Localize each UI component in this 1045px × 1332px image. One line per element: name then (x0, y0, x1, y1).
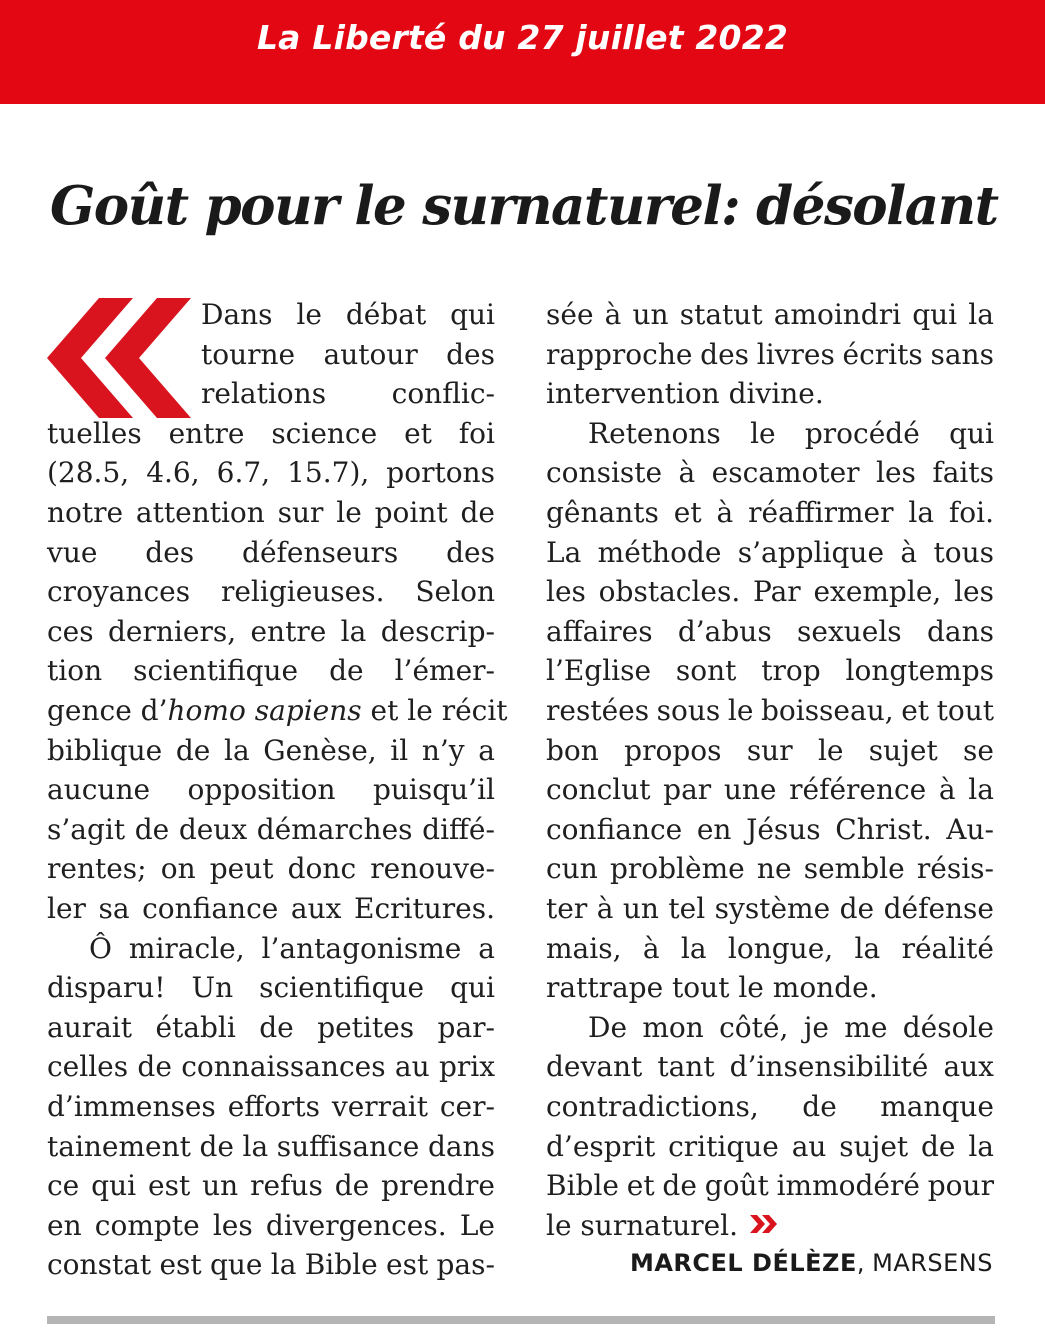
left-column-line: tainement de la suffisance dans (47, 1129, 495, 1163)
left-column-line: rentes; on peut donc renouve- (47, 852, 495, 886)
right-column-line: confiance en Jésus Christ. Au- (546, 812, 994, 846)
left-column-line: biblique de la Genèse, il n’y a (47, 733, 495, 767)
right-column-line: gênants et à réaffirmer la foi. (546, 496, 994, 529)
right-column-line: devant tant d’insensibilité aux (546, 1050, 994, 1084)
right-column-line: affaires d’abus sexuels dans (546, 614, 994, 648)
right-column-line: sée à un statut amoindri qui la (546, 298, 994, 331)
left-column-line: vue des défenseurs des (47, 535, 495, 569)
author-name: MARCEL DÉLÈZE (629, 1249, 857, 1277)
left-column-line: tuelles entre science et foi (47, 416, 495, 450)
double-chevron-left-icon (47, 298, 191, 418)
author-place: MARSENS (872, 1249, 993, 1277)
header-banner (0, 0, 1045, 104)
left-column-line: (28.5, 4.6, 6.7, 15.7), portons (47, 456, 495, 490)
left-column-line: tion scientifique de l’émer- (47, 654, 495, 688)
right-column-line: rapproche des livres écrits sans (546, 337, 994, 371)
right-column-line: mais, à la longue, la réalité (546, 931, 994, 965)
left-column-line: ce qui est un refus de prendre (47, 1169, 495, 1203)
right-column-line: bon propos sur le sujet se (546, 733, 994, 767)
right-column-line: La méthode s’applique à tous (546, 535, 994, 569)
right-column-line: contradictions, de manque (546, 1090, 994, 1123)
left-column-line (47, 691, 508, 730)
line-text: rattrape tout le monde. (546, 971, 878, 1005)
left-column-line: s’agit de deux démarches diffé- (47, 812, 495, 846)
text-run: gence d’ (47, 694, 168, 727)
left-column-line: ces derniers, entre la descrip- (47, 614, 495, 648)
left-column-line: Dans le débat qui (201, 298, 495, 331)
right-column-line: les obstacles. Par exemple, les (546, 575, 994, 609)
left-column-line: tourne autour des (201, 337, 495, 371)
right-column-line: Bible et de goût immodéré pour (546, 1169, 994, 1203)
right-column-line: consiste à escamoter les faits (546, 456, 994, 490)
left-column-line: ler sa confiance aux Ecritures. (47, 892, 495, 925)
bottom-divider (47, 1316, 995, 1324)
left-column-line: Ô miracle, l’antagonisme a (89, 931, 495, 965)
right-column-line: ter à un tel système de défense (546, 892, 994, 925)
right-column-line (546, 374, 994, 413)
right-column-line: restées sous le boisseau, et tout (546, 694, 994, 727)
line-text: le surnaturel. (546, 1208, 739, 1242)
article-title: Goût pour le surnaturel: désolant (50, 175, 998, 237)
double-chevron-right-icon (750, 1213, 780, 1235)
italic-term: homo sapiens (167, 694, 362, 727)
left-column-line: notre attention sur le point de (47, 496, 495, 529)
text-run: et le récit (361, 694, 508, 727)
right-column-line: l’Eglise sont trop longtemps (546, 654, 994, 688)
left-column-line: aucune opposition puisqu’il (47, 773, 495, 807)
right-column-line: d’esprit critique au sujet de la (546, 1129, 994, 1163)
right-column-line (546, 968, 994, 1007)
left-column-line: aurait établi de petites par- (47, 1010, 495, 1044)
right-column-line: conclut par une référence à la (546, 773, 994, 807)
signature-separator: , (856, 1249, 873, 1277)
left-column-line: constat est que la Bible est pas- (47, 1248, 495, 1282)
left-column-line: relations conflic- (201, 377, 495, 411)
left-column-line: en compte les divergences. Le (47, 1208, 495, 1242)
left-column-line: croyances religieuses. Selon (47, 575, 495, 609)
line-text: intervention divine. (546, 377, 824, 411)
signature (630, 1249, 993, 1277)
right-column-line: cun problème ne semble résis- (546, 852, 994, 886)
left-column-line: d’immenses efforts verrait cer- (47, 1090, 495, 1123)
banner-title: La Liberté du 27 juillet 2022 (256, 18, 789, 57)
left-column-line: disparu! Un scientifique qui (47, 971, 495, 1005)
right-column-line: De mon côté, je me désole (588, 1010, 994, 1044)
left-column-line: celles de connaissances au prix (47, 1050, 495, 1084)
right-column-line (546, 1206, 994, 1245)
right-column-line: Retenons le procédé qui (588, 416, 994, 450)
